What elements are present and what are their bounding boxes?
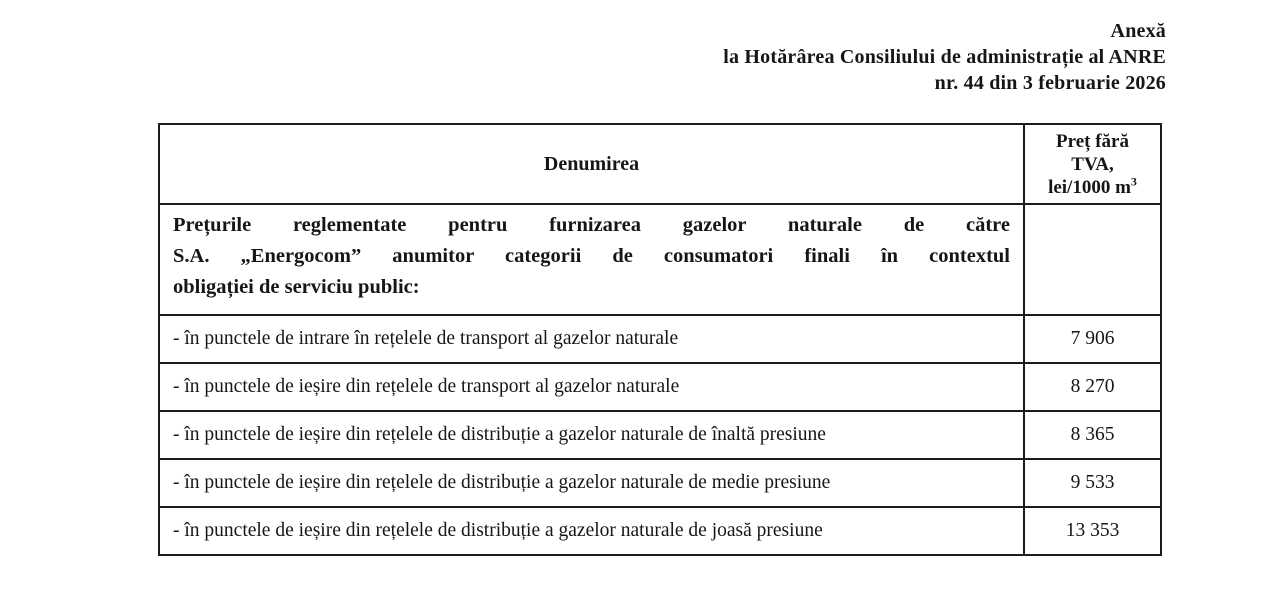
group-row-price	[1024, 204, 1161, 315]
row-price: 8 365	[1024, 411, 1161, 459]
table-row	[159, 459, 1161, 507]
table-header-row	[159, 124, 1161, 204]
row-label: - în punctele de ieșire din rețelele de transport al gazelor naturale	[159, 363, 1024, 411]
table-row	[159, 315, 1161, 363]
price-header-superscript: 3	[1130, 174, 1137, 189]
row-price: 13 353	[1024, 507, 1161, 555]
row-price: 9 533	[1024, 459, 1161, 507]
table-row	[159, 411, 1161, 459]
group-row-line1: Prețurile reglementate pentru furnizarea gazelor naturale de către	[173, 214, 1010, 236]
column-header-denumirea: Denumirea	[159, 124, 1024, 204]
annex-heading-line1: Anexă	[1110, 20, 1166, 42]
group-row-label	[159, 204, 1024, 315]
group-row	[159, 204, 1161, 315]
price-header-line1: Preț fără	[1056, 130, 1129, 152]
table-row	[159, 363, 1161, 411]
row-label: - în punctele de intrare în rețelele de transport al gazelor naturale	[159, 315, 1024, 363]
annex-heading	[723, 18, 1166, 96]
row-price: 7 906	[1024, 315, 1161, 363]
annex-heading-line2: la Hotărârea Consiliului de administrație al ANRE	[723, 46, 1166, 68]
group-row-line2: S.A. „Energocom” anumitor categorii de consumatori finali în contextul	[173, 245, 1010, 267]
row-label: - în punctele de ieșire din rețelele de distribuție a gazelor naturale de înaltă presiune	[159, 411, 1024, 459]
price-header-line3: lei/1000 m	[1048, 176, 1131, 198]
column-header-pret	[1024, 124, 1161, 204]
annex-heading-line3: nr. 44 din 3 februarie 2026	[934, 72, 1166, 94]
price-table	[158, 123, 1162, 556]
row-label: - în punctele de ieșire din rețelele de distribuție a gazelor naturale de joasă presiune	[159, 507, 1024, 555]
table-row	[159, 507, 1161, 555]
row-price: 8 270	[1024, 363, 1161, 411]
row-label: - în punctele de ieșire din rețelele de distribuție a gazelor naturale de medie presiune	[159, 459, 1024, 507]
price-header-line2: TVA,	[1071, 153, 1114, 175]
group-row-line3: obligației de serviciu public:	[173, 276, 420, 298]
